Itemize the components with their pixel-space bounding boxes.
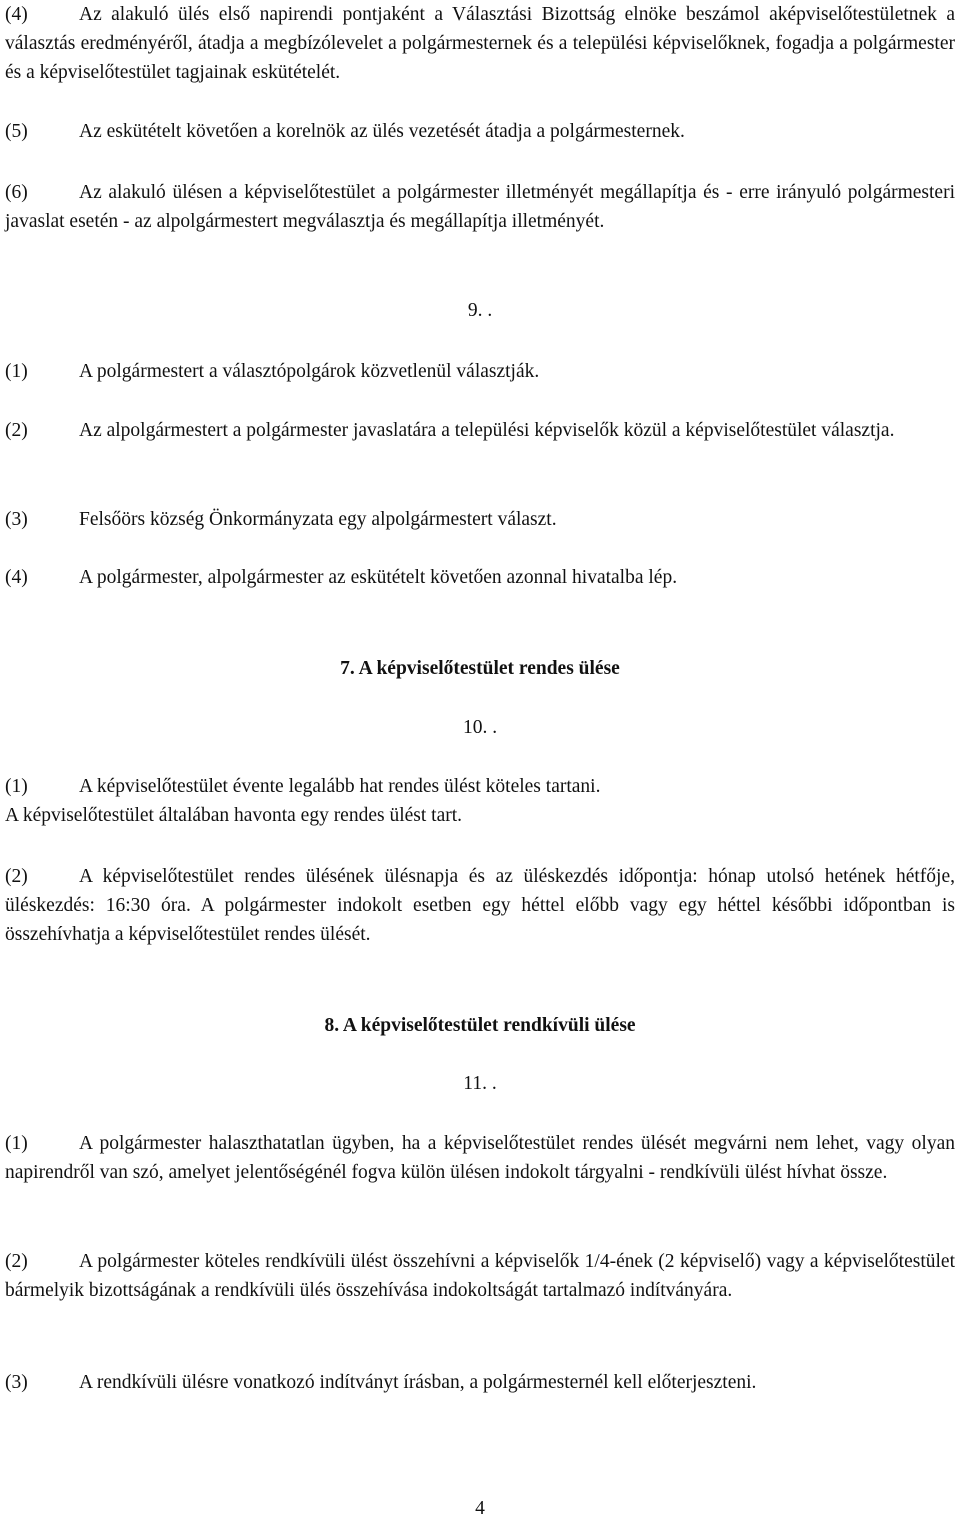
section11-paragraph-3 (5, 1368, 955, 1397)
paragraph-text: A polgármestert a választópolgárok közvetlenül választják. (79, 361, 540, 382)
section10-paragraph-2 (5, 862, 955, 949)
section-number-10: 10. . (462, 717, 498, 738)
section9-paragraph-3 (5, 505, 955, 534)
paragraph-text: Felsőörs község Önkormányzata egy alpolgármestert választ. (79, 509, 557, 530)
section-number-11: 11. . (463, 1073, 497, 1094)
section10-paragraph-1 (5, 772, 955, 830)
paragraph-number: (1) (5, 776, 28, 797)
paragraph-6 (5, 178, 955, 236)
paragraph-4 (5, 0, 955, 87)
page-number: 4 (475, 1498, 485, 1519)
paragraph-number: (3) (5, 1372, 28, 1393)
paragraph-text: Az alakuló ülés első napirendi pontjaként a Választási Bizottság elnöke beszámol aképviselőtestületnek a választás eredményéről, átadja a megbízólevelet a polgármesternek és a települési képviselőknek, fogadja a polgármester és a képviselőtestület tagjainak eskütételét. (5, 4, 955, 83)
chapter-7-title: 7. A képviselőtestület rendes ülése (340, 658, 620, 679)
paragraph-number: (1) (5, 361, 28, 382)
section9-paragraph-1 (5, 357, 955, 386)
chapter-8-title: 8. A képviselőtestület rendkívüli ülése (324, 1015, 636, 1036)
paragraph-number: (2) (5, 866, 28, 887)
section11-paragraph-2 (5, 1247, 955, 1305)
paragraph-5 (5, 117, 955, 146)
paragraph-text: Az alpolgármestert a polgármester javaslatára a települési képviselők közül a képviselőtestület választja. (79, 420, 895, 441)
paragraph-number: (4) (5, 567, 28, 588)
section-number-9: 9. . (467, 300, 493, 321)
paragraph-number: (6) (5, 182, 28, 203)
paragraph-number: (3) (5, 509, 28, 530)
section9-paragraph-4 (5, 563, 955, 592)
paragraph-number: (2) (5, 420, 28, 441)
paragraph-text: Az alakuló ülésen a képviselőtestület a polgármester illetményét megállapítja és - erre irányuló polgármesteri javaslat esetén - az alpolgármestert megválasztja és megállapítja illetményét. (5, 182, 955, 232)
paragraph-text: Az eskütételt követően a korelnök az ülés vezetését átadja a polgármesternek. (79, 121, 685, 142)
section11-paragraph-1 (5, 1129, 955, 1187)
paragraph-text: A polgármester halaszthatatlan ügyben, ha a képviselőtestület rendes ülését megvárni nem lehet, vagy olyan napirendről van szó, amelyet jelentőségénél fogva külön ülésen indokolt tárgyalni - rendkívüli ülést hívhat össze. (5, 1133, 955, 1183)
paragraph-text: A polgármester, alpolgármester az eskütételt követően azonnal hivatalba lép. (79, 567, 678, 588)
paragraph-number: (2) (5, 1251, 28, 1272)
paragraph-text: A polgármester köteles rendkívüli ülést összehívni a képviselők 1/4-ének (2 képviselő) vagy a képviselőtestület bármelyik bizottságának a rendkívüli ülés összehívása indokoltságát tartalmazó indítványára. (5, 1251, 955, 1301)
paragraph-text: A képviselőtestület évente legalább hat rendes ülést köteles tartani. (79, 776, 601, 797)
paragraph-number: (4) (5, 4, 28, 25)
paragraph-line-2: A képviselőtestület általában havonta egy rendes ülést tart. (5, 805, 463, 826)
paragraph-text: A rendkívüli ülésre vonatkozó indítványt írásban, a polgármesternél kell előterjeszteni. (79, 1372, 757, 1393)
paragraph-line-1 (5, 772, 955, 801)
paragraph-number: (1) (5, 1133, 28, 1154)
paragraph-number: (5) (5, 121, 28, 142)
paragraph-text: A képviselőtestület rendes ülésének ülésnapja és az üléskezdés időpontja: hónap utolsó hetének hétfője, üléskezdés: 16:30 óra. A polgármester indokolt esetben egy héttel előbb vagy egy héttel későbbi időpontban is összehívhatja a képviselőtestület rendes ülését. (5, 866, 955, 945)
section9-paragraph-2 (5, 416, 955, 445)
